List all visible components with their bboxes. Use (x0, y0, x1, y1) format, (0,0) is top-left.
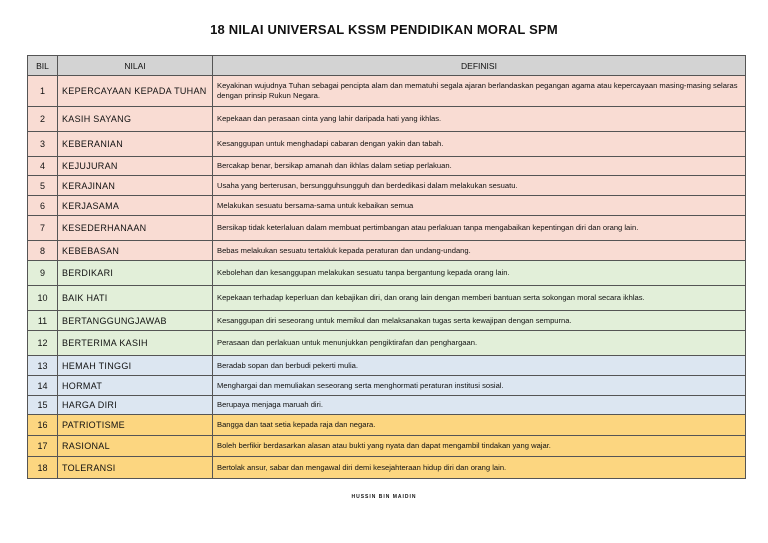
header-bil: BIL (28, 56, 58, 76)
table-row (28, 356, 746, 376)
table-row (28, 331, 746, 356)
cell-nilai: KERAJINAN (58, 176, 213, 196)
author-credit: HUSSIN BIN MAIDIN (351, 494, 417, 500)
cell-nilai: KEBEBASAN (58, 241, 213, 261)
table-row (28, 107, 746, 132)
cell-definisi: Keyakinan wujudnya Tuhan sebagai pencipta alam dan mematuhi segala ajaran berlandaskan pegangan agama atau kepercayaan masing-masing selaras dengan prinsip Rukun Negara. (213, 76, 746, 107)
cell-nilai: HARGA DIRI (58, 396, 213, 415)
cell-definisi: Usaha yang berterusan, bersungguhsungguh dan berdedikasi dalam melakukan sesuatu. (213, 176, 746, 196)
table-row (28, 176, 746, 196)
cell-nilai: KEPERCAYAAN KEPADA TUHAN (58, 76, 213, 107)
cell-bil: 10 (28, 286, 58, 311)
table-header-row (28, 56, 746, 76)
cell-definisi: Kepekaan dan perasaan cinta yang lahir daripada hati yang ikhlas. (213, 107, 746, 132)
cell-definisi: Perasaan dan perlakuan untuk menunjukkan pengiktirafan dan penghargaan. (213, 331, 746, 356)
cell-nilai: BERTANGGUNGJAWAB (58, 311, 213, 331)
header-nilai: NILAI (58, 56, 213, 76)
cell-definisi: Melakukan sesuatu bersama-sama untuk kebaikan semua (213, 196, 746, 216)
cell-bil: 13 (28, 356, 58, 376)
cell-definisi: Kepekaan terhadap keperluan dan kebajikan diri, dan orang lain dengan memberi bantuan serta sokongan moral secara ikhlas. (213, 286, 746, 311)
table-row (28, 241, 746, 261)
cell-nilai: BAIK HATI (58, 286, 213, 311)
cell-bil: 5 (28, 176, 58, 196)
header-definisi: DEFINISI (213, 56, 746, 76)
cell-bil: 2 (28, 107, 58, 132)
cell-bil: 18 (28, 457, 58, 479)
cell-nilai: RASIONAL (58, 436, 213, 457)
cell-definisi: Bangga dan taat setia kepada raja dan negara. (213, 415, 746, 436)
table-row (28, 457, 746, 479)
cell-bil: 11 (28, 311, 58, 331)
cell-bil: 7 (28, 216, 58, 241)
cell-nilai: KEBERANIAN (58, 132, 213, 157)
cell-bil: 14 (28, 376, 58, 396)
cell-bil: 4 (28, 157, 58, 176)
cell-nilai: TOLERANSI (58, 457, 213, 479)
cell-bil: 12 (28, 331, 58, 356)
table-body (28, 76, 746, 479)
page-title: 18 NILAI UNIVERSAL KSSM PENDIDIKAN MORAL SPM (210, 22, 558, 37)
table-row (28, 261, 746, 286)
cell-definisi: Bercakap benar, bersikap amanah dan ikhlas dalam setiap perlakuan. (213, 157, 746, 176)
cell-definisi: Bersikap tidak keterlaluan dalam membuat pertimbangan atau perlakuan tanpa mengabaikan kepentingan diri dan orang lain. (213, 216, 746, 241)
table-row (28, 132, 746, 157)
cell-definisi: Bebas melakukan sesuatu tertakluk kepada peraturan dan undang-undang. (213, 241, 746, 261)
cell-bil: 15 (28, 396, 58, 415)
cell-nilai: KASIH SAYANG (58, 107, 213, 132)
values-table (27, 55, 746, 479)
cell-bil: 3 (28, 132, 58, 157)
cell-definisi: Kesanggupan diri seseorang untuk memikul dan melaksanakan tugas serta kewajipan dengan sempurna. (213, 311, 746, 331)
cell-bil: 8 (28, 241, 58, 261)
table-row (28, 436, 746, 457)
cell-nilai: BERTERIMA KASIH (58, 331, 213, 356)
table-row (28, 76, 746, 107)
cell-definisi: Boleh berfikir berdasarkan alasan atau bukti yang nyata dan dapat mengambil tindakan yang wajar. (213, 436, 746, 457)
table-row (28, 415, 746, 436)
cell-nilai: BERDIKARI (58, 261, 213, 286)
cell-nilai: HEMAH TINGGI (58, 356, 213, 376)
table-row (28, 157, 746, 176)
cell-definisi: Kebolehan dan kesanggupan melakukan sesuatu tanpa bergantung kepada orang lain. (213, 261, 746, 286)
cell-nilai: KERJASAMA (58, 196, 213, 216)
cell-bil: 9 (28, 261, 58, 286)
table-row (28, 396, 746, 415)
table-row (28, 196, 746, 216)
table-row (28, 376, 746, 396)
cell-nilai: KESEDERHANAAN (58, 216, 213, 241)
cell-bil: 1 (28, 76, 58, 107)
table-row (28, 216, 746, 241)
cell-definisi: Menghargai dan memuliakan seseorang serta menghormati peraturan institusi sosial. (213, 376, 746, 396)
cell-bil: 16 (28, 415, 58, 436)
cell-definisi: Kesanggupan untuk menghadapi cabaran dengan yakin dan tabah. (213, 132, 746, 157)
cell-nilai: KEJUJURAN (58, 157, 213, 176)
table-row (28, 311, 746, 331)
cell-definisi: Bertolak ansur, sabar dan mengawal diri demi kesejahteraan hidup diri dan orang lain. (213, 457, 746, 479)
cell-nilai: PATRIOTISME (58, 415, 213, 436)
cell-definisi: Berupaya menjaga maruah diri. (213, 396, 746, 415)
cell-definisi: Beradab sopan dan berbudi pekerti mulia. (213, 356, 746, 376)
cell-nilai: HORMAT (58, 376, 213, 396)
table-row (28, 286, 746, 311)
cell-bil: 6 (28, 196, 58, 216)
cell-bil: 17 (28, 436, 58, 457)
